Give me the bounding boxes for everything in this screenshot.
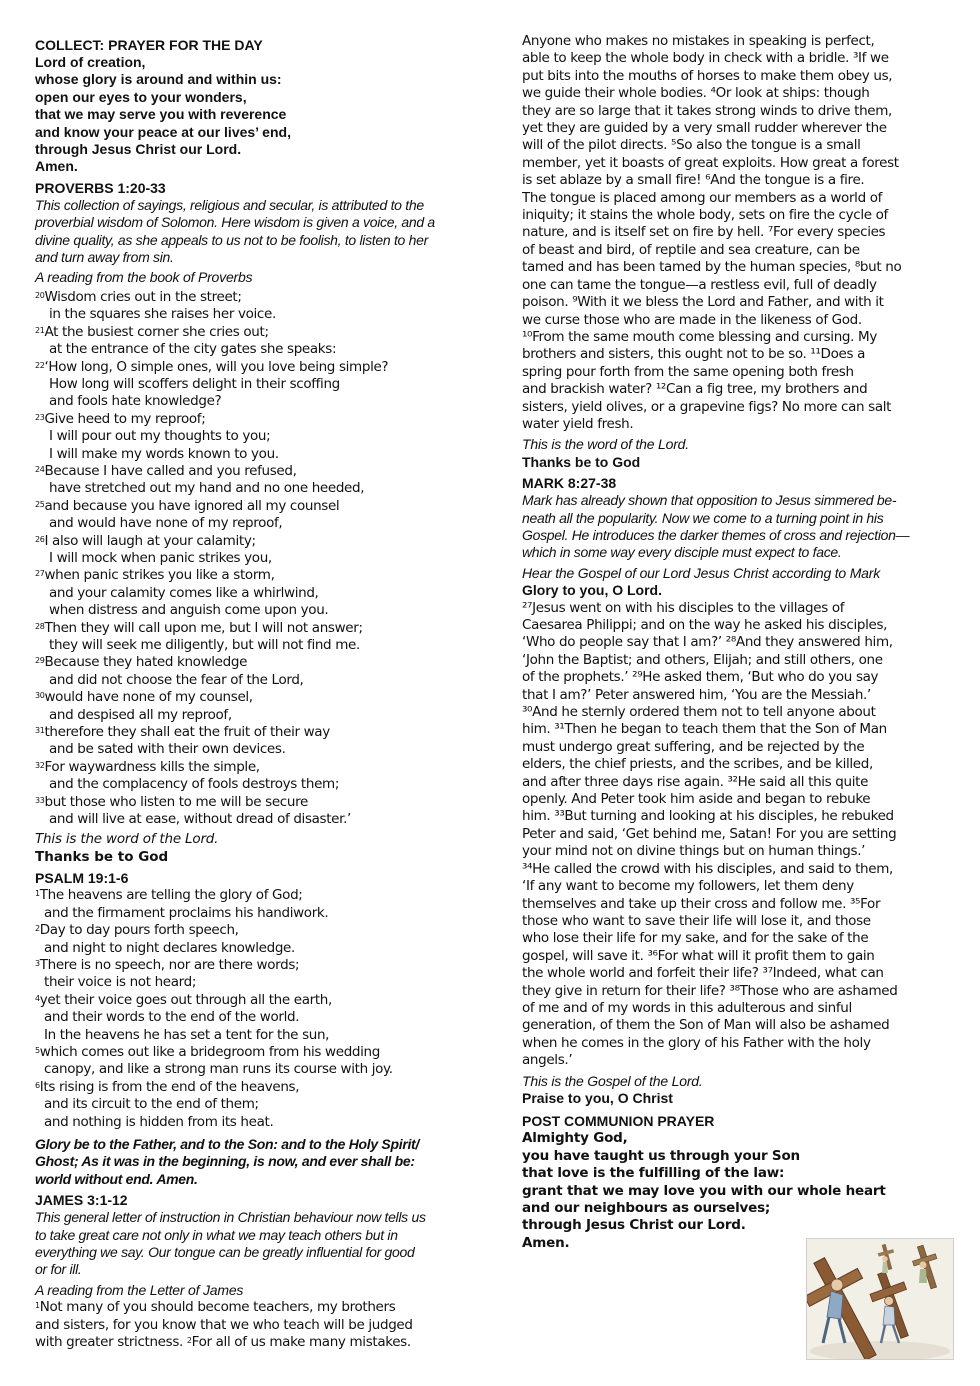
mark-heading: MARK 8:27-38 xyxy=(522,475,617,492)
text-line: the whole world and forfeit their life? ³⁷Indeed, what can xyxy=(522,965,884,982)
intro-line: or for ill. xyxy=(35,1261,82,1278)
james-intro xyxy=(35,1209,477,1279)
text-line: ‘If any want to become my followers, let them deny xyxy=(522,878,854,895)
text-line: sisters, yield olives, or a grapevine figs? No more can salt xyxy=(522,398,892,415)
verse-line: $^{22}$‘How long, O simple ones, will you love being simple? xyxy=(35,358,389,375)
verse-line: I will make my words known to you. xyxy=(49,445,279,462)
left-column xyxy=(35,33,477,1351)
text-segment: and sisters, for you know that we who teach will be judged xyxy=(35,1316,413,1333)
verse-line: and fools hate knowledge? xyxy=(49,393,222,410)
verse-number: 2 xyxy=(35,924,40,934)
intro-line: Mark has already shown that opposition to Jesus simmered be- xyxy=(522,492,897,509)
verse-line: and the complacency of fools destroys them; xyxy=(49,776,340,793)
verse-line: $^{32}$For waywardness kills the simple, xyxy=(35,758,260,775)
verse-number: 31 xyxy=(35,726,45,736)
verse-line: $^{33}$but those who listen to me will be secure xyxy=(35,793,308,810)
mark-reading-intro: Hear the Gospel of our Lord Jesus Christ according to Mark xyxy=(522,564,881,581)
verse-line: in the squares she raises her voice. xyxy=(49,306,276,323)
verse-number: 21 xyxy=(35,325,45,335)
verse-line: they will seek me diligently, but will not find me. xyxy=(49,637,360,653)
prayer-line: Amen. xyxy=(522,1234,570,1251)
text-segment: Not many of you should become teachers, my brothers xyxy=(39,1299,396,1316)
cross-bearers-illustration xyxy=(806,1238,954,1360)
prayer-line: that love is the fulfilling of the law: xyxy=(522,1165,785,1182)
text-line: angels.’ xyxy=(522,1052,573,1069)
text-line: will of the pilot directs. ⁵So also the tongue is a small xyxy=(522,137,861,154)
verse-line: $^{31}$therefore they shall eat the fruit of their way xyxy=(35,724,330,741)
prayer-line: you have taught us through your Son xyxy=(522,1147,800,1164)
verse-number: 25 xyxy=(35,499,45,509)
verse-number: 28 xyxy=(35,621,45,631)
text-line: elders, the chief priests, and the scribes, and be killed, xyxy=(522,756,873,773)
verse-line: $^{23}$Give heed to my reproof; xyxy=(35,410,206,427)
intro-line: which in some way every disciple must expect to face. xyxy=(522,544,842,561)
verse-line: $^{25}$and because you have ignored all my counsel xyxy=(35,497,340,514)
verse-line: and despised all my reproof, xyxy=(49,706,232,723)
collect-line: Amen. xyxy=(35,158,78,175)
proverbs-heading: PROVERBS 1:20-33 xyxy=(35,179,166,196)
collect-line: that we may serve you with reverence xyxy=(35,106,287,123)
text-line: who lose their life for my sake, and for the sake of the xyxy=(522,930,869,947)
collect-line: and know your peace at our lives’ end, xyxy=(35,123,291,140)
text-line: poison. ⁹With it we bless the Lord and Father, and with it xyxy=(522,294,884,311)
text-line: iniquity; it stains the whole body, sets on fire the cycle of xyxy=(522,207,888,224)
verse-line: and did not choose the fear of the Lord, xyxy=(49,671,304,688)
text-line: tamed and has been tamed by the human species, ⁸but no xyxy=(522,259,902,276)
verse-line: and night to night declares knowledge. xyxy=(44,939,295,956)
verse-number: 27 xyxy=(35,569,45,579)
intro-line: proverbial wisdom of Solomon. Here wisdom is given a voice, and a xyxy=(35,214,435,231)
text-line: put bits into the mouths of horses to make them obey us, xyxy=(522,67,893,84)
proverbs-verses xyxy=(35,289,477,829)
verse-line: $^{24}$Because I have called and you refused, xyxy=(35,462,297,479)
text-line: water yield fresh. xyxy=(522,415,634,432)
collect-prayer xyxy=(35,54,477,176)
verse-line: $^{29}$Because they hated knowledge xyxy=(35,654,248,671)
text-line: generation, of them the Son of Man will also be ashamed xyxy=(522,1017,890,1034)
text-line: they give in return for their life? ³⁸Those who are ashamed xyxy=(522,982,898,999)
mark-text xyxy=(522,600,947,1070)
verse-number: 1 xyxy=(35,1301,40,1311)
collect-line: through Jesus Christ our Lord. xyxy=(35,141,242,158)
mark-closing: This is the Gospel of the Lord. xyxy=(522,1072,703,1089)
verse-line: and their words to the end of the world. xyxy=(44,1009,300,1026)
text-line: ¹⁰From the same mouth come blessing and cursing. My xyxy=(522,328,877,345)
verse-line: I will mock when panic strikes you, xyxy=(49,549,272,566)
verse-number: 29 xyxy=(35,656,45,666)
text-line: openly. And Peter took him aside and began to rebuke xyxy=(522,791,871,808)
verse-line: and be sated with their own devices. xyxy=(49,741,286,758)
verse-line: and its circuit to the end of them; xyxy=(44,1096,259,1113)
text-line: gospel, will save it. ³⁶For what will it profit them to gain xyxy=(522,947,875,964)
text-line: yet they are guided by a very small rudder wherever the xyxy=(522,120,887,137)
intro-line: This general letter of instruction in Christian behaviour now tells us xyxy=(35,1209,426,1226)
prayer-line: Almighty God, xyxy=(522,1130,628,1147)
verse-line: In the heavens he has set a tent for the sun, xyxy=(44,1026,330,1043)
verse-number: 4 xyxy=(35,993,40,1003)
verse-line: $^5$which comes out like a bridegroom from his wedding xyxy=(35,1043,380,1060)
proverbs-response: Thanks be to God xyxy=(35,848,169,865)
verse-line: $^{26}$I also will laugh at your calamity; xyxy=(35,532,256,549)
proverbs-intro xyxy=(35,197,477,267)
text-line: we curse those who are made in the likeness of God. xyxy=(522,311,862,328)
proverbs-closing: This is the word of the Lord. xyxy=(35,831,219,848)
verse-number: 22 xyxy=(35,360,45,370)
cross-bearers-icon xyxy=(807,1239,953,1359)
verse-line: How long will scoffers delight in their scoffing xyxy=(49,375,340,392)
text-segment: with greater strictness. xyxy=(35,1334,187,1351)
james-response: Thanks be to God xyxy=(522,453,641,470)
gloria xyxy=(35,1136,477,1188)
psalm-heading: PSALM 19:1-6 xyxy=(35,870,129,887)
text-line: they are so large that it takes strong winds to drive them, xyxy=(522,102,892,119)
verse-number: 1 xyxy=(35,889,40,899)
verse-line: their voice is not heard; xyxy=(44,974,197,991)
text-line: Caesarea Philippi; and on the way he asked his disciples, xyxy=(522,617,888,633)
text-line: and brackish water? ¹²Can a fig tree, my brothers and xyxy=(522,381,868,398)
verse-number: 3 xyxy=(35,958,40,968)
gloria-line: Ghost; As it was in the beginning, is now, and ever shall be: xyxy=(35,1153,415,1170)
text-line: able to keep the whole body in check with a bridle. ³If we xyxy=(522,50,889,67)
verse-line: and would have none of my reproof, xyxy=(49,515,283,532)
verse-line: I will pour out my thoughts to you; xyxy=(49,428,271,445)
verse-line: and the firmament proclaims his handiwork. xyxy=(44,904,329,921)
gloria-line: world without end. Amen. xyxy=(35,1170,198,1187)
text-line: ³⁰And he sternly ordered them not to tell anyone about xyxy=(522,704,876,721)
text-line: when he comes in the glory of his Father with the holy xyxy=(522,1034,871,1051)
mark-intro xyxy=(522,492,947,562)
verse-number: 30 xyxy=(35,691,45,701)
intro-line: Gospel. He introduces the darker themes of cross and rejection— xyxy=(522,526,910,543)
verse-line: $^6$Its rising is from the end of the heavens, xyxy=(35,1078,300,1095)
verse-line: when distress and anguish come upon you. xyxy=(49,602,329,619)
verse-line: canopy, and like a strong man runs its course with joy. xyxy=(44,1061,393,1078)
post-communion-heading: POST COMMUNION PRAYER xyxy=(522,1113,715,1130)
intro-line: everything we say. Our tongue can be greatly influential for good xyxy=(35,1244,415,1260)
text-line: and after three days rise again. ³²He said all this quite xyxy=(522,773,869,790)
text-line: Anyone who makes no mistakes in speaking is perfect, xyxy=(522,33,875,49)
collect-line: open our eyes to your wonders, xyxy=(35,88,247,105)
right-column xyxy=(522,33,947,1252)
intro-line: divine quality, as she appeals to us not to be foolish, to listen to her xyxy=(35,231,428,248)
text-line xyxy=(35,1334,477,1351)
verse-number: 5 xyxy=(35,1045,40,1055)
james-text-continued xyxy=(522,33,947,433)
text-line xyxy=(35,1317,477,1334)
intro-line: to take great care not only in what we may teach others but in xyxy=(35,1226,398,1243)
text-segment: For all of us make many mistakes. xyxy=(191,1334,411,1351)
verse-line: $^{27}$when panic strikes you like a storm, xyxy=(35,567,275,584)
mark-response: Praise to you, O Christ xyxy=(522,1089,673,1106)
text-line: we guide their whole bodies. ⁴Or look at ships: though xyxy=(522,85,870,102)
text-line: those who want to save their life will lose it, and those xyxy=(522,912,871,929)
proverbs-reading-intro: A reading from the book of Proverbs xyxy=(35,269,253,286)
collect-line: whose glory is around and within us: xyxy=(35,71,282,88)
gloria-line: Glory be to the Father, and to the Son: and to the Holy Spirit/ xyxy=(35,1135,420,1152)
text-line: ‘Who do people say that I am?’ ²⁸And they answered him, xyxy=(522,634,893,651)
verse-line: $^{21}$At the busiest corner she cries out; xyxy=(35,323,269,340)
verse-number: 23 xyxy=(35,412,45,422)
verse-line: and nothing is hidden from its heat. xyxy=(44,1113,274,1130)
psalm-verses xyxy=(35,887,477,1131)
prayer-line: grant that we may love you with our whole heart xyxy=(522,1182,886,1199)
intro-line: This collection of sayings, religious and secular, is attributed to the xyxy=(35,196,424,213)
text-line: of the prophets.’ ²⁹He asked them, ‘But who do you say xyxy=(522,669,879,686)
prayer-line: through Jesus Christ our Lord. xyxy=(522,1217,746,1234)
verse-number: 26 xyxy=(35,534,45,544)
verse-number: 24 xyxy=(35,464,45,474)
text-line: is set ablaze by a small fire! ⁶And the tongue is a fire. xyxy=(522,172,865,189)
james-closing: This is the word of the Lord. xyxy=(522,436,689,453)
text-line: him. ³¹Then he began to teach them that the Son of Man xyxy=(522,721,887,738)
text-line: of beast and bird, of reptile and sea creature, can be xyxy=(522,241,860,258)
verse-line: and your calamity comes like a whirlwind, xyxy=(49,584,319,601)
verse-line: $^4$yet their voice goes out through all the earth, xyxy=(35,991,332,1008)
verse-number: 2 xyxy=(186,1336,192,1346)
text-line: member, yet it boasts of great exploits. How great a forest xyxy=(522,154,899,171)
text-line: ‘John the Baptist; and others, Elijah; and still others, one xyxy=(522,651,883,668)
text-line: brothers and sisters, this ought not to be so. ¹¹Does a xyxy=(522,346,866,363)
verse-line: $^{20}$Wisdom cries out in the street; xyxy=(35,288,242,305)
verse-number: 20 xyxy=(35,290,45,300)
text-line: ³⁴He called the crowd with his disciples, and said to them, xyxy=(522,860,893,877)
text-line xyxy=(35,1299,477,1316)
text-line: must undergo great suffering, and be rejected by the xyxy=(522,738,865,755)
prayer-line: and our neighbours as ourselves; xyxy=(522,1200,771,1216)
text-line: nature, and is itself set on fire by hell. ⁷For every species xyxy=(522,224,886,241)
text-line: of me and of my words in this adulterous and sinful xyxy=(522,999,852,1016)
text-line: The tongue is placed among our members as a world of xyxy=(522,189,883,206)
verse-line: $^{30}$would have none of my counsel, xyxy=(35,689,253,706)
text-line: your mind not on divine things but on human things.’ xyxy=(522,843,866,860)
text-line: ²⁷Jesus went on with his disciples to the villages of xyxy=(522,599,845,616)
verse-number: 6 xyxy=(35,1080,40,1090)
mark-acclamation: Glory to you, O Lord. xyxy=(522,582,662,599)
post-communion-prayer xyxy=(522,1130,947,1252)
verse-line: $^1$The heavens are telling the glory of God; xyxy=(35,887,303,904)
text-line: him. ³³But turning and looking at his disciples, he rebuked xyxy=(522,808,894,825)
text-line: one can tame the tongue—a restless evil, full of deadly xyxy=(522,276,877,293)
verse-line: at the entrance of the city gates she speaks: xyxy=(49,341,337,358)
james-heading: JAMES 3:1-12 xyxy=(35,1192,128,1209)
verse-line: $^3$There is no speech, nor are there words; xyxy=(35,956,300,973)
james-reading-intro: A reading from the Letter of James xyxy=(35,1281,244,1298)
verse-number: 33 xyxy=(35,795,45,805)
verse-line: have stretched out my hand and no one heeded, xyxy=(49,480,365,497)
verse-line: $^2$Day to day pours forth speech, xyxy=(35,922,239,939)
text-line: themselves and take up their cross and follow me. ³⁵For xyxy=(522,895,881,912)
text-line: spring pour forth from the same opening both fresh xyxy=(522,363,854,380)
text-line: that I am?’ Peter answered him, ‘You are the Messiah.’ xyxy=(522,686,871,703)
verse-line: and will live at ease, without dread of disaster.’ xyxy=(49,811,351,828)
collect-line: Lord of creation, xyxy=(35,54,146,70)
verse-number: 32 xyxy=(35,760,45,770)
intro-line: and turn away from sin. xyxy=(35,249,174,266)
verse-line: $^{28}$Then they will call upon me, but I will not answer; xyxy=(35,619,363,636)
intro-line: neath all the popularity. Now we come to a turning point in his xyxy=(522,509,884,526)
james-text-start xyxy=(35,1299,477,1351)
text-line: Peter and said, ‘Get behind me, Satan! For you are setting xyxy=(522,825,897,842)
collect-heading: COLLECT: PRAYER FOR THE DAY xyxy=(35,37,263,53)
